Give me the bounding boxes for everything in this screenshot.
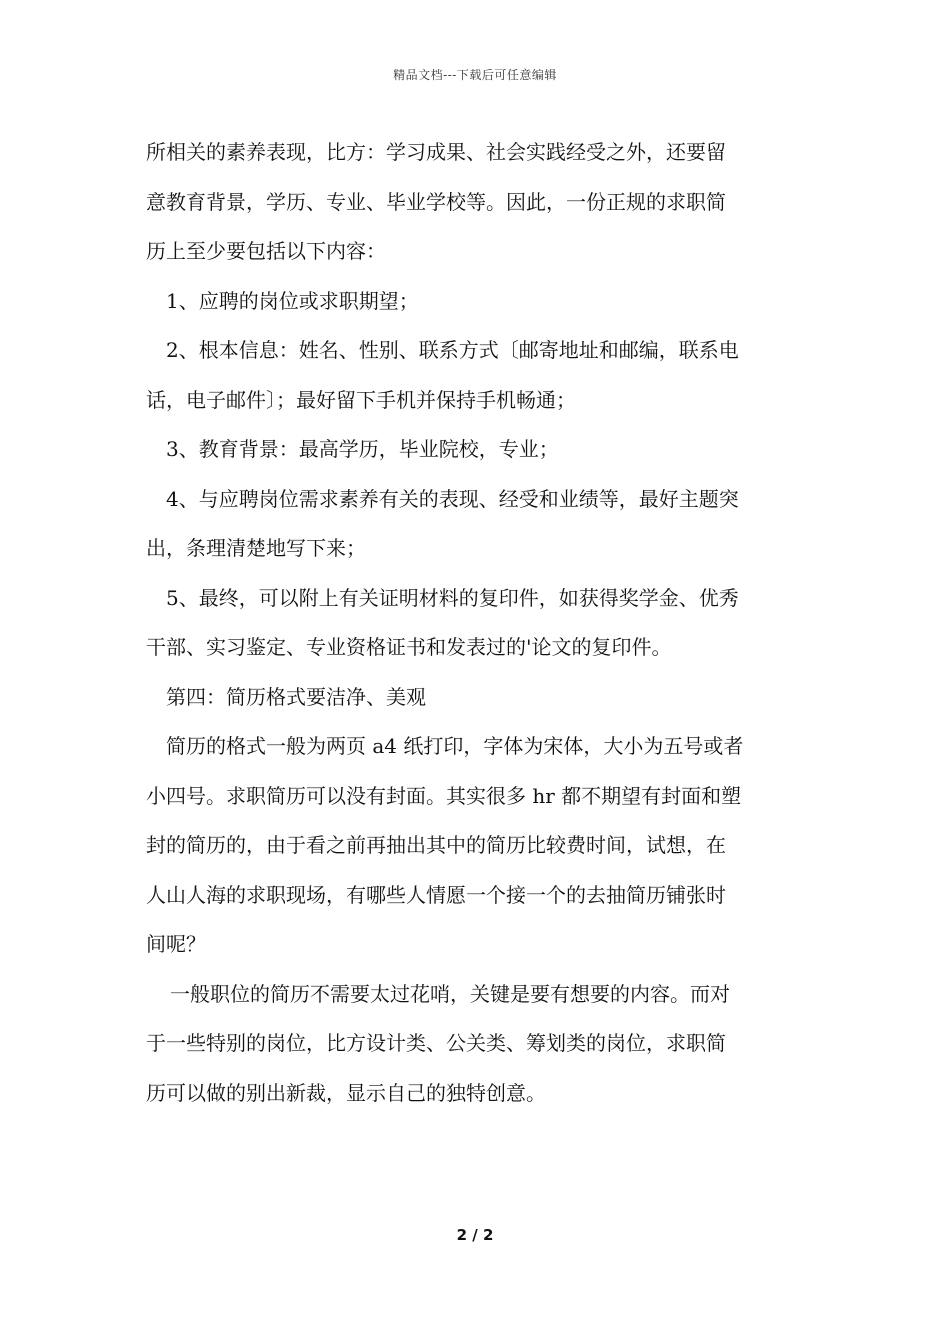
body-line: 间呢？: [146, 932, 206, 956]
document-body: [146, 128, 808, 1118]
section-heading: 第四：简历格式要洁净、美观: [166, 684, 426, 709]
body-line: 所相关的素养表现，比方：学习成果、社会实践经受之外，还要留: [146, 140, 726, 164]
page-header: 精品文档---下载后可任意编辑: [393, 68, 557, 82]
page-number: 2 / 2: [456, 1226, 494, 1244]
body-line: 人山人海的求职现场，有哪些人情愿一个接一个的去抽简历铺张时: [146, 882, 726, 907]
body-line: 封的简历的，由于看之前再抽出其中的简历比较费时间，试想，在: [146, 833, 726, 857]
body-line: 历可以做的别出新裁，显示自己的独特创意。: [146, 1080, 546, 1105]
body-line: 意教育背景，学历、专业、毕业学校等。因此，一份正规的求职简: [146, 189, 726, 214]
body-line: 小四号。求职简历可以没有封面。其实很多 hr 都不期望有封面和塑: [146, 783, 742, 808]
paragraph-start: 一般职位的简历不需要太过花哨，关键是要有想要的内容。而对: [170, 981, 730, 1006]
list-item: 2、根本信息：姓名、性别、联系方式〔邮寄地址和邮编，联系电: [166, 338, 739, 362]
list-item: 1、应聘的岗位或求职期望；: [166, 288, 419, 313]
list-item: 3、教育背景：最高学历，毕业院校，专业；: [166, 437, 559, 461]
body-line: 历上至少要包括以下内容：: [146, 239, 386, 263]
paragraph-start: 简历的格式一般为两页 a4 纸打印，字体为宋体，大小为五号或者: [166, 734, 744, 758]
body-line: 出，条理清楚地写下来；: [146, 536, 366, 560]
body-line: 干部、实习鉴定、专业资格证书和发表过的'论文的复印件。: [146, 635, 672, 659]
list-item: 4、与应聘岗位需求素养有关的表现、经受和业绩等，最好主题突: [166, 486, 739, 511]
body-line: 于一些特别的岗位，比方设计类、公关类、筹划类的岗位，求职简: [146, 1031, 726, 1055]
body-line: 话，电子邮件〕；最好留下手机并保持手机畅通；: [146, 387, 576, 412]
list-item: 5、最终，可以附上有关证明材料的复印件，如获得奖学金、优秀: [166, 585, 739, 610]
